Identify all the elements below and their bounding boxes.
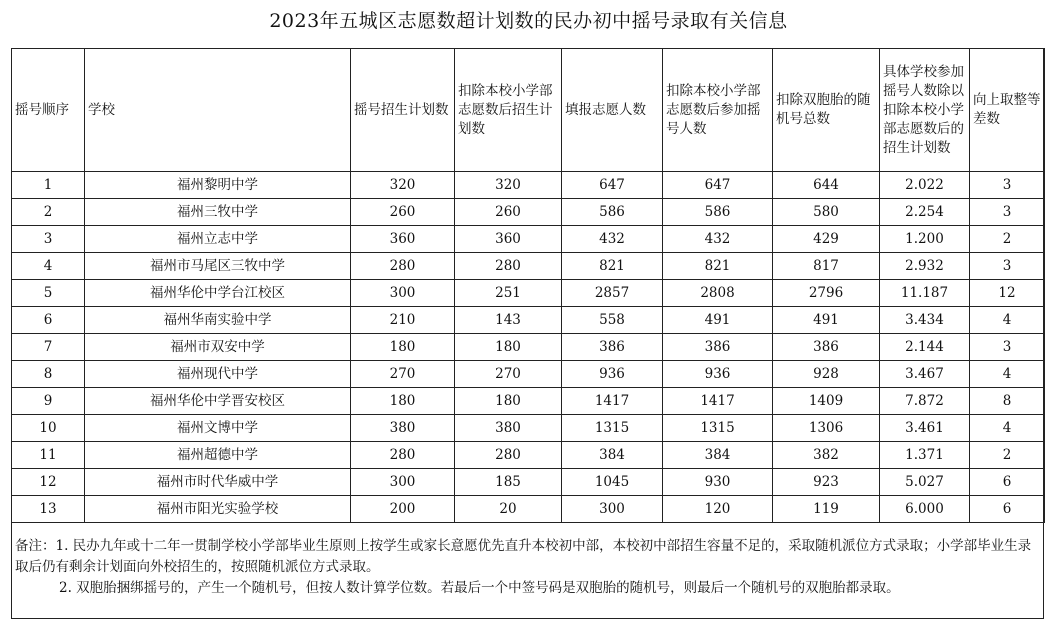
table-cell: 936 — [663, 361, 773, 388]
table-cell: 4 — [970, 361, 1045, 388]
table-cell: 2.022 — [880, 172, 970, 199]
table-cell: 4 — [970, 307, 1045, 334]
table-cell: 270 — [455, 361, 562, 388]
table-cell: 1409 — [773, 388, 880, 415]
table-cell: 福州黎明中学 — [85, 172, 351, 199]
table-cell: 280 — [351, 253, 455, 280]
table-cell: 福州华伦中学台江校区 — [85, 280, 351, 307]
table-cell: 3 — [970, 172, 1045, 199]
table-cell: 6 — [12, 307, 85, 334]
table-row — [12, 280, 1045, 307]
table-cell: 386 — [663, 334, 773, 361]
table-row — [12, 388, 1045, 415]
table-cell: 491 — [773, 307, 880, 334]
table-cell: 432 — [562, 226, 663, 253]
table-cell: 2.254 — [880, 199, 970, 226]
table-cell: 821 — [663, 253, 773, 280]
table-cell: 280 — [351, 442, 455, 469]
table-cell: 386 — [562, 334, 663, 361]
table-cell: 3 — [970, 199, 1045, 226]
table-cell: 180 — [351, 334, 455, 361]
table-cell: 384 — [562, 442, 663, 469]
table-cell: 300 — [562, 496, 663, 523]
table-row — [12, 469, 1045, 496]
table-cell: 386 — [773, 334, 880, 361]
table-cell: 1306 — [773, 415, 880, 442]
table-cell: 6 — [970, 496, 1045, 523]
table-cell: 1045 — [562, 469, 663, 496]
table-row — [12, 199, 1045, 226]
table-cell: 382 — [773, 442, 880, 469]
table-cell: 491 — [663, 307, 773, 334]
table-cell: 930 — [663, 469, 773, 496]
table-cell: 福州华伦中学晋安校区 — [85, 388, 351, 415]
table-cell: 300 — [351, 469, 455, 496]
table-cell: 251 — [455, 280, 562, 307]
table-cell: 120 — [663, 496, 773, 523]
note-1: 备注：1. 民办九年或十二年一贯制学校小学部毕业生原则上按学生或家长意愿优先直升本校初中部，本校初中部招生容量不足的，采取随机派位方式录取；小学部毕业生录取后仍有剩余计划面向外校招生的，按照随机派位方式录取。 — [15, 538, 1032, 575]
table-cell: 2808 — [663, 280, 773, 307]
table-cell: 210 — [351, 307, 455, 334]
table-cell: 280 — [455, 442, 562, 469]
table-cell: 586 — [562, 199, 663, 226]
table-cell: 817 — [773, 253, 880, 280]
table-cell: 9 — [12, 388, 85, 415]
table-cell: 福州市马尾区三牧中学 — [85, 253, 351, 280]
table-cell: 1417 — [663, 388, 773, 415]
table-cell: 20 — [455, 496, 562, 523]
table-cell: 11.187 — [880, 280, 970, 307]
table-cell: 432 — [663, 226, 773, 253]
admission-table — [11, 48, 1045, 523]
table-cell: 12 — [970, 280, 1045, 307]
table-cell: 320 — [351, 172, 455, 199]
table-row — [12, 226, 1045, 253]
table-cell: 7 — [12, 334, 85, 361]
table-row — [12, 307, 1045, 334]
table-cell: 180 — [455, 388, 562, 415]
table-cell: 923 — [773, 469, 880, 496]
table-cell: 福州华南实验中学 — [85, 307, 351, 334]
table-cell: 8 — [12, 361, 85, 388]
table-cell: 10 — [12, 415, 85, 442]
table-cell: 320 — [455, 172, 562, 199]
header-cell: 扣除本校小学部志愿数后参加摇号人数 — [663, 49, 773, 172]
table-cell: 3 — [970, 334, 1045, 361]
table-row — [12, 334, 1045, 361]
table-cell: 1315 — [663, 415, 773, 442]
table-cell: 260 — [351, 199, 455, 226]
table-cell: 3.461 — [880, 415, 970, 442]
table-cell: 360 — [351, 226, 455, 253]
table-cell: 647 — [562, 172, 663, 199]
table-cell: 360 — [455, 226, 562, 253]
table-cell: 384 — [663, 442, 773, 469]
table-cell: 143 — [455, 307, 562, 334]
table-cell: 260 — [455, 199, 562, 226]
table-row — [12, 172, 1045, 199]
table-cell: 6 — [970, 469, 1045, 496]
header-cell: 填报志愿人数 — [562, 49, 663, 172]
table-cell: 119 — [773, 496, 880, 523]
table-cell: 558 — [562, 307, 663, 334]
table-cell: 1.371 — [880, 442, 970, 469]
table-row — [12, 496, 1045, 523]
notes-section — [15, 536, 1040, 599]
table-cell: 647 — [663, 172, 773, 199]
header-cell: 学校 — [85, 49, 351, 172]
table-cell: 644 — [773, 172, 880, 199]
table-cell: 270 — [351, 361, 455, 388]
table-cell: 福州超德中学 — [85, 442, 351, 469]
table-cell: 8 — [970, 388, 1045, 415]
table-cell: 3 — [12, 226, 85, 253]
table-cell: 1 — [12, 172, 85, 199]
table-cell: 936 — [562, 361, 663, 388]
header-cell: 扣除双胞胎的随机号总数 — [773, 49, 880, 172]
table-cell: 2.144 — [880, 334, 970, 361]
header-cell: 摇号顺序 — [12, 49, 85, 172]
table-cell: 1315 — [562, 415, 663, 442]
table-cell: 福州现代中学 — [85, 361, 351, 388]
table-cell: 586 — [663, 199, 773, 226]
table-cell: 6.000 — [880, 496, 970, 523]
table-header-row — [12, 49, 1045, 172]
table-cell: 福州市双安中学 — [85, 334, 351, 361]
table-cell: 福州三牧中学 — [85, 199, 351, 226]
table-row — [12, 415, 1045, 442]
table-cell: 5 — [12, 280, 85, 307]
table-cell: 580 — [773, 199, 880, 226]
table-cell: 821 — [562, 253, 663, 280]
table-cell: 2 — [970, 442, 1045, 469]
table-cell: 380 — [351, 415, 455, 442]
table-cell: 12 — [12, 469, 85, 496]
table-cell: 180 — [351, 388, 455, 415]
table-cell: 200 — [351, 496, 455, 523]
table-cell: 2796 — [773, 280, 880, 307]
table-cell: 928 — [773, 361, 880, 388]
table-cell: 2.932 — [880, 253, 970, 280]
header-cell: 扣除本校小学部志愿数后招生计划数 — [455, 49, 562, 172]
header-cell: 具体学校参加摇号人数除以扣除本校小学部志愿数后的招生计划数 — [880, 49, 970, 172]
table-cell: 13 — [12, 496, 85, 523]
table-cell: 2 — [12, 199, 85, 226]
table-cell: 4 — [12, 253, 85, 280]
table-cell: 7.872 — [880, 388, 970, 415]
table-cell: 11 — [12, 442, 85, 469]
table-row — [12, 442, 1045, 469]
table-cell: 2 — [970, 226, 1045, 253]
table-cell: 300 — [351, 280, 455, 307]
table-cell: 1.200 — [880, 226, 970, 253]
table-cell: 280 — [455, 253, 562, 280]
table-cell: 180 — [455, 334, 562, 361]
table-cell: 福州市时代华威中学 — [85, 469, 351, 496]
page-title: 2023年五城区志愿数超计划数的民办初中摇号录取有关信息 — [269, 10, 788, 32]
table-cell: 福州立志中学 — [85, 226, 351, 253]
table-cell: 福州文博中学 — [85, 415, 351, 442]
header-cell: 向上取整等差数 — [970, 49, 1045, 172]
table-cell: 185 — [455, 469, 562, 496]
table-cell: 429 — [773, 226, 880, 253]
table-cell: 4 — [970, 415, 1045, 442]
table-cell: 3.467 — [880, 361, 970, 388]
table-cell: 5.027 — [880, 469, 970, 496]
table-cell: 2857 — [562, 280, 663, 307]
table-row — [12, 361, 1045, 388]
header-cell: 摇号招生计划数 — [351, 49, 455, 172]
table-cell: 1417 — [562, 388, 663, 415]
table-cell: 福州市阳光实验学校 — [85, 496, 351, 523]
table-cell: 3 — [970, 253, 1045, 280]
table-row — [12, 253, 1045, 280]
note-2: 2. 双胞胎捆绑摇号的，产生一个随机号，但按人数计算学位数。若最后一个中签号码是双胞胎的随机号，则最后一个随机号的双胞胎都录取。 — [59, 580, 900, 596]
table-cell: 3.434 — [880, 307, 970, 334]
table-cell: 380 — [455, 415, 562, 442]
